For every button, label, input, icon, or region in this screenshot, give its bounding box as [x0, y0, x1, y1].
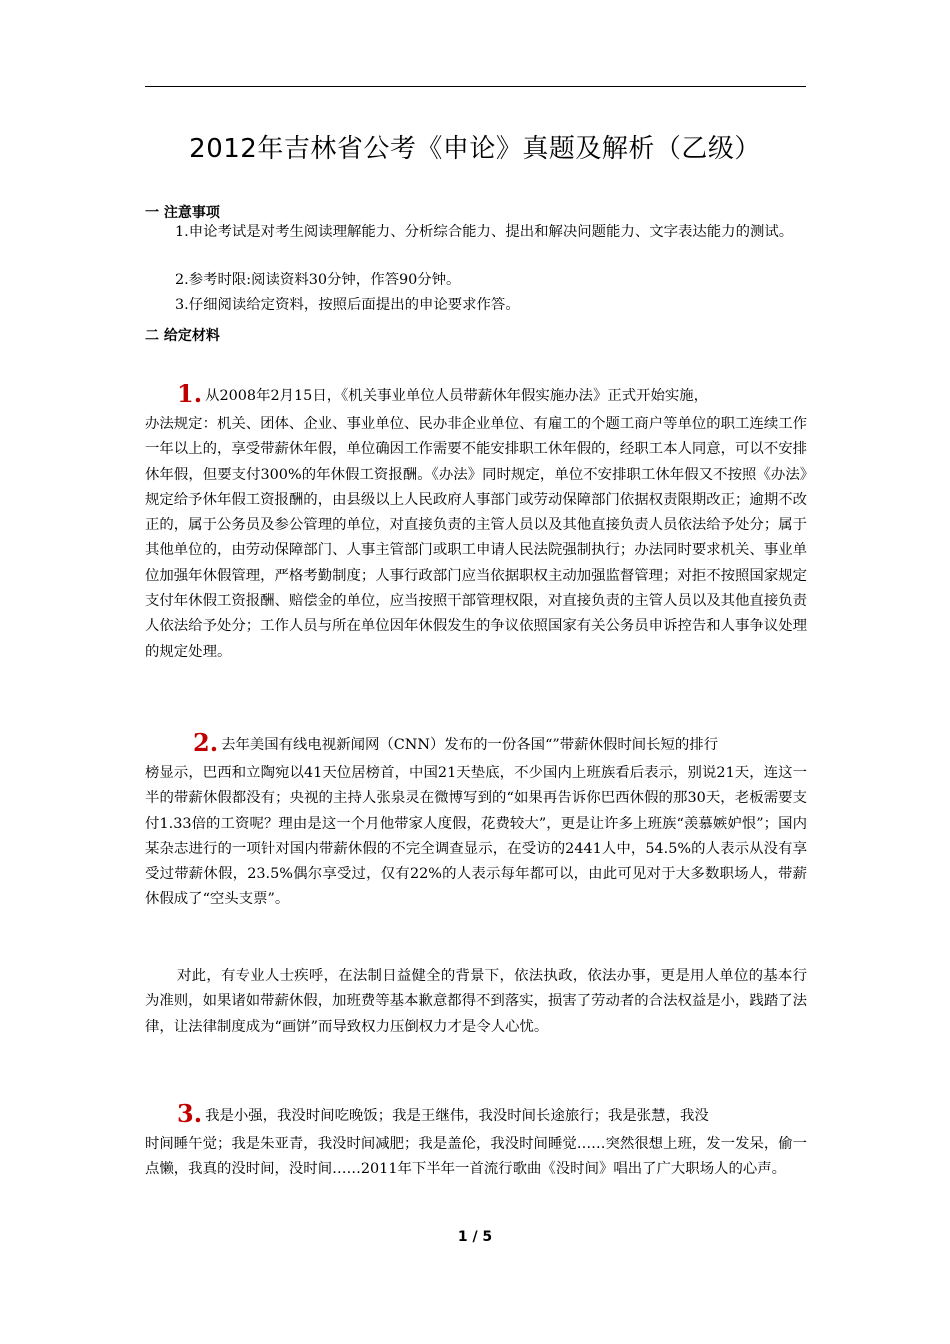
notice-item-1: 1.申论考试是对考生阅读理解能力、分析综合能力、提出和解决问题能力、文字表达能力的测试。 — [175, 224, 794, 240]
material-2-paragraph-2: 对此，有专业人士疾呼，在法制日益健全的背景下，依法执政，依法办事，更是用人单位的基本行为准则，如果诸如带薪休假，加班费等基本歉意都得不到落实，损害了劳动者的合法权益是小，践踏了法律，让法律制度成为“画饼”而导致权力压倒权力才是令人心忧。 — [145, 968, 807, 1035]
notice-item-2: 2.参考时限:阅读资料30分钟，作答90分钟。 — [175, 272, 461, 288]
section-heading-materials: 二 给定材料 — [145, 328, 220, 344]
material-2-body: 榜显示，巴西和立陶宛以41天位居榜首，中国21天垫底，不少国内上班族看后表示，别说21天，连这一半的带薪休假都没有；央视的主持人张泉灵在微博写到的“如果再告诉你巴西休假的那30天，老板需要支付1.33倍的工资呢？理由是这一个月他带家人度假，花费较大”，更是让许多上班族“羡慕嫉妒恨”；国内某杂志进行的一项针对国内带薪休假的不完全调查显示，在受访的2441人中，54.5%的人表示从没有享受过带薪休假，23.5%偶尔享受过，仅有22%的人表示每年都可以，由此可见对于大多数职场人，带薪休假成了“空头支票”。 — [145, 765, 807, 908]
material-2-number: 2. — [193, 728, 219, 757]
material-1-body: 办法规定：机关、团体、企业、事业单位、民办非企业单位、有雇工的个题工商户等单位的职工连续工作一年以上的，享受带薪休年假，单位确因工作需要不能安排职工休年假的，经职工本人同意，可以不安排休年假，但要支付300%的年休假工资报酬。《办法》同时规定，单位不安排职工休年假又不按照《办法》规定给予休年假工资报酬的，由县级以上人民政府人事部门或劳动保障部门依据权责限期改正；逾期不改正的，属于公务员及参公管理的单位，对直接负责的主管人员以及其他直接负责人员依法给予处分；属于其他单位的，由劳动保障部门、人事主管部门或职工申请人民法院强制执行；办法同时要求机关、事业单位加强年休假管理，严格考勤制度；人事行政部门应当依据职权主动加强监督管理；对拒不按照国家规定支付年休假工资报酬、赔偿金的单位，应当按照干部管理权限，对直接负责的主管人员以及其他直接负责人依法给予处分；工作人员与所在单位因年休假发生的争议依照国家有关公务员申诉控告和人事争议处理的规定处理。 — [145, 416, 807, 660]
page-number: 1 / 5 — [457, 1229, 493, 1245]
section-heading-notice: 一 注意事项 — [145, 205, 220, 221]
header-rule — [145, 86, 806, 87]
material-3-number: 3. — [177, 1099, 203, 1128]
material-3-lead: 我是小强，我没时间吃晚饭；我是王继伟，我没时间长途旅行；我是张慧，我没 — [205, 1108, 709, 1124]
material-2 — [145, 727, 807, 913]
material-2-lead: 去年美国有线电视新闻网（CNN）发布的一份各国“”带薪休假时间长短的排行 — [221, 737, 719, 753]
material-3 — [145, 1098, 807, 1183]
material-1-first-line — [145, 378, 807, 412]
material-1-number: 1. — [177, 379, 203, 408]
material-1-lead: 从2008年2月15日，《机关事业单位人员带薪休年假实施办法》正式开始实施， — [205, 388, 709, 404]
page-title: 2012年吉林省公考《申论》真题及解析（乙级） — [189, 134, 761, 164]
notice-item-3: 3.仔细阅读给定资料，按照后面提出的申论要求作答。 — [175, 297, 520, 313]
material-3-first-line — [145, 1098, 807, 1132]
material-3-body: 时间睡午觉；我是朱亚青，我没时间减肥；我是盖伦，我没时间睡觉……突然很想上班，发一发呆，偷一点懒，我真的没时间，没时间……2011年下半年一首流行歌曲《没时间》唱出了广大职场人的心声。 — [145, 1136, 807, 1178]
material-1 — [145, 378, 807, 665]
material-2-first-line — [145, 727, 807, 761]
